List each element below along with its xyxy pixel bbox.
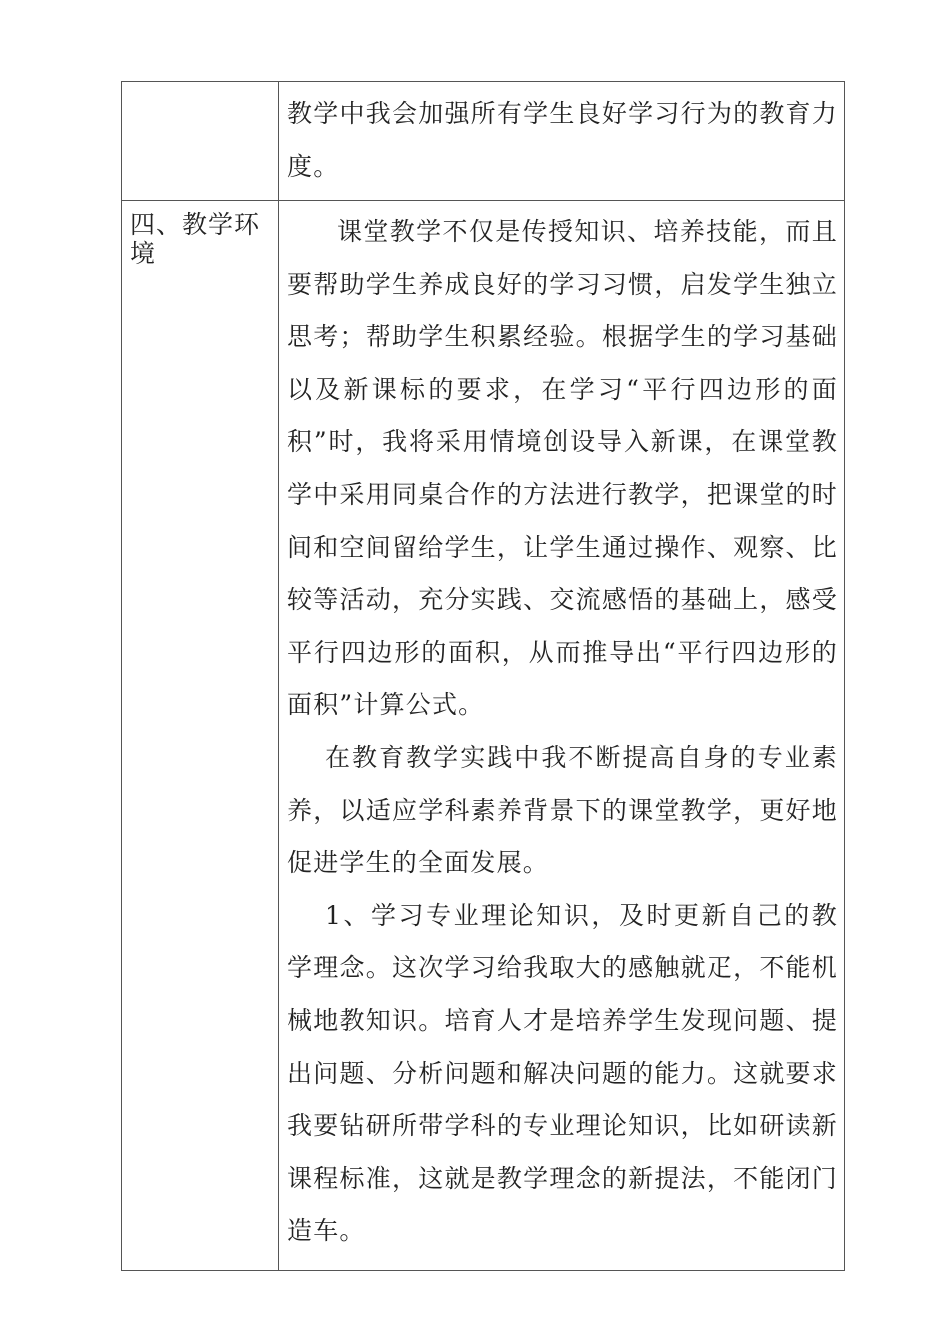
table-row	[122, 201, 845, 1271]
paragraph: 在教育教学实践中我不断提高自身的专业素养，以适应学科素养背景下的课堂教学，更好地促进学生的全面发展。	[287, 742, 838, 878]
paragraph: 1、学习专业理论知识，及时更新自己的教学理念。这次学习给我取大的感触就疋，不能机械地教知识。培育人才是培养学生发现问题、提出问题、分析问题和解决问题的能力。这就要求我要钻研所带学科的专业理论知识，比如研读新课程标准，这就是教学理念的新提法，不能闭门造车。	[287, 900, 838, 1246]
row-content	[279, 82, 845, 201]
row-content	[279, 201, 845, 1271]
paragraph: 课堂教学不仅是传授知识、培养技能，而且要帮助学生养成良好的学习习惯，启发学生独立思考；帮助学生积累经验。根据学生的学习基础以及新课标的要求，在学习“平行四边形的面积”时，我将采用情境创设导入新课，在课堂教学中采用同桌合作的方法进行教学，把课堂的时间和空间留给学生，让学生通过操作、观察、比较等活动，充分实践、交流感悟的基础上，感受平行四边形的面积，从而推导出“平行四边形的面积”计算公式。	[287, 217, 838, 720]
row-label-empty	[122, 82, 279, 201]
row-label-teaching-environment: 四、教学环境	[122, 201, 279, 1271]
table-row	[122, 82, 845, 201]
document-table	[121, 81, 845, 1271]
paragraph: 教学中我会加强所有学生良好学习行为的教育力度。	[287, 99, 838, 181]
